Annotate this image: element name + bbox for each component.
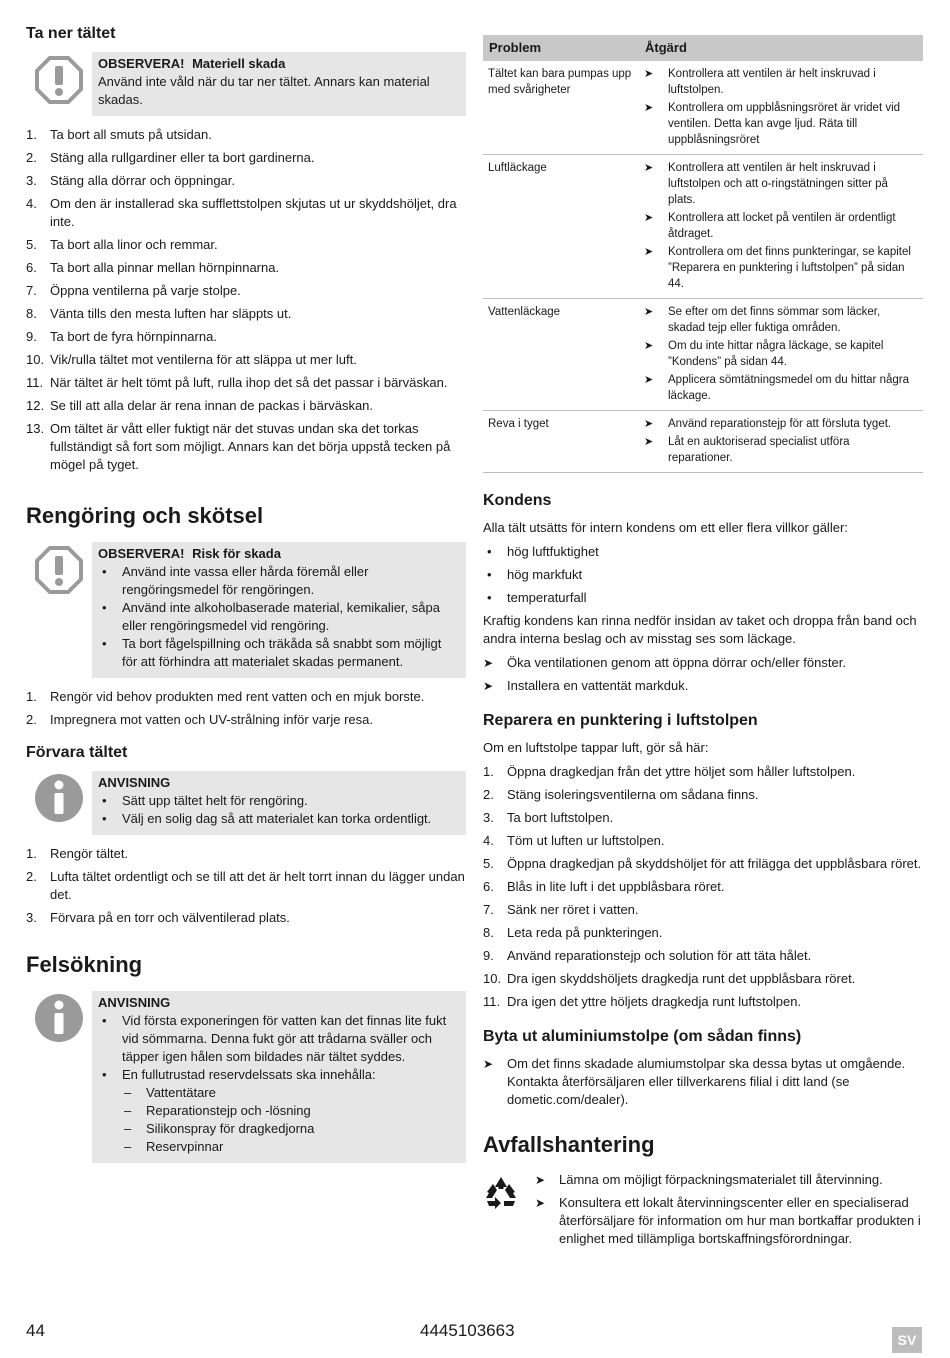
list-item: • Välj en solig dag så att materialet kan torka ordentligt. [98, 810, 456, 828]
list-item: ➤ Lämna om möjligt förpackningsmaterialet till återvinning. [535, 1171, 923, 1189]
document-code: 4445103663 [420, 1321, 515, 1340]
list-item: ➤ Kontrollera att locket på ventilen är ordentligt åtdraget. [644, 210, 917, 242]
info-notice-storage [26, 771, 466, 835]
caution-notice-damage [26, 542, 466, 678]
language-badge: SV [892, 1327, 922, 1353]
list-item: – Reservpinnar [122, 1138, 456, 1156]
list-item: • temperaturfall [483, 589, 923, 607]
list-item: ➤ Kontrollera att ventilen är helt inskruvad i luftstolpen och att o-ringstätningen sitter på plats. [644, 160, 917, 208]
storage-heading: Förvara tältet [26, 744, 128, 761]
condensation-heading: Kondens [483, 492, 552, 509]
list-item: 6. Ta bort alla pinnar mellan hörnpinnarna. [26, 260, 280, 275]
caution-notice-material [26, 52, 466, 116]
condensation-bullets [483, 543, 923, 607]
list-item: 13. Om tältet är vått eller fuktigt när det stuvas undan ska det torkas fullständigt så fort som möjligt. Annars kan det börja uppstå tecken på mögel på tyget. [26, 421, 451, 472]
column-header-problem: Problem [483, 35, 639, 61]
troubleshooting-heading: Felsökning [26, 952, 143, 977]
list-item: • Ta bort fågelspillning och träkåda så snabbt som möjligt för att förhindra att materialet skadas permanent. [98, 635, 456, 671]
list-item: 1. Rengör vid behov produkten med rent vatten och en mjuk borste. [26, 689, 425, 704]
list-item: • hög luftfuktighet [483, 543, 923, 561]
aluminium-actions [483, 1055, 923, 1109]
info-circle-icon [26, 771, 92, 835]
list-item: ➤ Öka ventilationen genom att öppna dörrar och/eller fönster. [483, 654, 923, 672]
list-item: ➤ Konsultera ett lokalt återvinningscenter eller en specialiserad återförsäljare för information om hur man bortkaffar produkten i enlighet med tillämpliga bortskaffningsförordningar. [535, 1194, 923, 1248]
table-cell-action [639, 411, 923, 473]
column-header-action: Åtgärd [639, 35, 923, 61]
list-item: ➤ Om det finns skadade alumiumstolpar ska dessa bytas ut omgående. Kontakta återförsäljaren eller tillverkarens filial i ditt land (se dometic.com/dealer). [483, 1055, 923, 1109]
list-item: – Reparationstejp och -lösning [122, 1102, 456, 1120]
list-item: • Sätt upp tältet helt för rengöring. [98, 792, 456, 810]
notice-text: Använd inte våld när du tar ner tältet. Annars kan material skadas. [98, 74, 430, 107]
disposal-heading: Avfallshantering [483, 1132, 655, 1157]
list-item: 11. Dra igen det yttre höljets dragkedja runt luftstolpen. [483, 994, 802, 1009]
list-item: • En fullutrustad reservdelssats ska innehålla: [98, 1066, 456, 1084]
list-item: ➤ Applicera sömtätningsmedel om du hittar några läckage. [644, 372, 917, 404]
notice-title: OBSERVERA! [98, 56, 185, 71]
table-row [483, 299, 923, 411]
list-item: 11. När tältet är helt tömt på luft, rulla ihop det så det passar i bärväskan. [26, 375, 448, 390]
list-item: 2. Lufta tältet ordentligt och se till att det är helt torrt innan du lägger undan det. [26, 869, 465, 902]
table-cell-action [639, 155, 923, 299]
aluminium-heading: Byta ut aluminiumstolpe (om sådan finns) [483, 1028, 802, 1045]
recycle-icon [483, 1171, 535, 1253]
storage-steps [26, 845, 466, 927]
notice-title: ANVISNING [98, 995, 171, 1010]
list-item: ➤ Använd reparationstejp för att försluta tyget. [644, 416, 917, 432]
list-item: ➤ Låt en auktoriserad specialist utföra reparationer. [644, 434, 917, 466]
list-item: ➤ Se efter om det finns sömmar som läcker, skadad tejp eller fuktiga områden. [644, 304, 917, 336]
list-item: ➤ Kontrollera att ventilen är helt inskruvad i luftstolpen. [644, 66, 917, 98]
list-item: 2. Stäng alla rullgardiner eller ta bort gardinerna. [26, 150, 315, 165]
list-item: 9. Använd reparationstejp och solution för att täta hålet. [483, 948, 812, 963]
notice-box [92, 542, 466, 678]
list-item: 6. Blås in lite luft i det uppblåsbara röret. [483, 879, 725, 894]
notice-bullets [98, 563, 456, 671]
list-item: • hög markfukt [483, 566, 923, 584]
list-item: 8. Vänta tills den mesta luften har släppts ut. [26, 306, 292, 321]
list-item: 4. Töm ut luften ur luftstolpen. [483, 833, 665, 848]
disposal-actions [535, 1171, 923, 1253]
left-column [26, 24, 466, 1173]
table-row [483, 155, 923, 299]
list-item: – Vattentätare [122, 1084, 456, 1102]
disposal-block [483, 1171, 923, 1253]
list-item: 10. Dra igen skyddshöljets dragkedja runt det uppblåsbara röret. [483, 971, 856, 986]
table-cell-problem: Tältet kan bara pumpas upp med svårigheter [483, 61, 639, 155]
list-item: 4. Om den är installerad ska sufflettstolpen skjutas ut ur skyddshöljet, dra inte. [26, 196, 457, 229]
condensation-text: Kraftig kondens kan rinna nedför insidan av taket och droppa från band och andra interna beslag och av misstag ses som läckage. [483, 613, 917, 646]
notice-box [92, 991, 466, 1163]
list-item: 8. Leta reda på punkteringen. [483, 925, 663, 940]
list-item: 2. Stäng isoleringsventilerna om sådana finns. [483, 787, 759, 802]
table-cell-problem: Reva i tyget [483, 411, 639, 473]
list-item: 1. Rengör tältet. [26, 846, 129, 861]
list-item: 5. Öppna dragkedjan på skyddshöljet för att frilägga det uppblåsbara röret. [483, 856, 922, 871]
spare-parts-list [98, 1084, 456, 1156]
table-row [483, 411, 923, 473]
list-item: 1. Öppna dragkedjan från det yttre höljet som håller luftstolpen. [483, 764, 856, 779]
list-item: 9. Ta bort de fyra hörnpinnarna. [26, 329, 217, 344]
list-item: ➤ Kontrollera om uppblåsningsröret är vridet vid ventilen. Detta kan avge ljud. Räta till uppblåsningsröret [644, 100, 917, 148]
table-cell-action [639, 299, 923, 411]
list-item: 10. Vik/rulla tältet mot ventilerna för att släppa ut mer luft. [26, 352, 357, 367]
notice-title: ANVISNING [98, 775, 171, 790]
table-header [483, 35, 923, 61]
exclamation-octagon-icon [26, 542, 92, 678]
list-item: • Använd inte vassa eller hårda föremål eller rengöringsmedel för rengöringen. [98, 563, 456, 599]
notice-box [92, 52, 466, 116]
troubleshooting-table [483, 35, 923, 473]
condensation-actions [483, 654, 923, 695]
table-cell-problem: Luftläckage [483, 155, 639, 299]
condensation-intro: Alla tält utsätts för intern kondens om ett eller flera villkor gäller: [483, 520, 848, 535]
table-cell-problem: Vattenläckage [483, 299, 639, 411]
list-item: • Använd inte alkoholbaserade material, kemikalier, såpa eller rengöringsmedel vid rengöring. [98, 599, 456, 635]
notice-bullets [98, 1012, 456, 1084]
exclamation-octagon-icon [26, 52, 92, 116]
list-item: • Vid första exponeringen för vatten kan det finnas lite fukt vid sömmarna. Denna fukt gör att trådarna sväller och täpper igen hålen som bildades när tältet syddes. [98, 1012, 456, 1066]
list-item: 12. Se till att alla delar är rena innan de packas i bärväskan. [26, 398, 374, 413]
notice-bullets [98, 792, 456, 828]
notice-subtitle: Materiell skada [192, 56, 286, 71]
table-cell-action [639, 61, 923, 155]
list-item: ➤ Om du inte hittar några läckage, se kapitel ”Kondens” på sidan 44. [644, 338, 917, 370]
list-item: 7. Sänk ner röret i vatten. [483, 902, 639, 917]
list-item: 1. Ta bort all smuts på utsidan. [26, 127, 212, 142]
page-number: 44 [26, 1321, 45, 1340]
list-item: 2. Impregnera mot vatten och UV-strålning inför varje resa. [26, 712, 373, 727]
info-circle-icon [26, 991, 92, 1163]
list-item: 5. Ta bort alla linor och remmar. [26, 237, 218, 252]
cleaning-steps [26, 688, 466, 729]
list-item: 3. Ta bort luftstolpen. [483, 810, 614, 825]
notice-subtitle: Risk för skada [192, 546, 281, 561]
list-item: ➤ Kontrollera om det finns punkteringar, se kapitel ”Reparera en punktering i luftstolpen” på sidan 44. [644, 244, 917, 292]
list-item: 7. Öppna ventilerna på varje stolpe. [26, 283, 241, 298]
notice-title: OBSERVERA! [98, 546, 185, 561]
notice-box [92, 771, 466, 835]
repair-steps [483, 763, 923, 1011]
take-down-heading: Ta ner tältet [26, 25, 116, 42]
repair-heading: Reparera en punktering i luftstolpen [483, 712, 758, 729]
list-item: 3. Stäng alla dörrar och öppningar. [26, 173, 236, 188]
list-item: ➤ Installera en vattentät markduk. [483, 677, 923, 695]
list-item: – Silikonspray för dragkedjorna [122, 1120, 456, 1138]
cleaning-heading: Rengöring och skötsel [26, 503, 264, 528]
repair-intro: Om en luftstolpe tappar luft, gör så här: [483, 740, 709, 755]
take-down-steps [26, 126, 466, 474]
right-column [483, 35, 923, 1253]
table-row [483, 61, 923, 155]
info-notice-troubleshooting [26, 991, 466, 1163]
list-item: 3. Förvara på en torr och välventilerad plats. [26, 910, 290, 925]
